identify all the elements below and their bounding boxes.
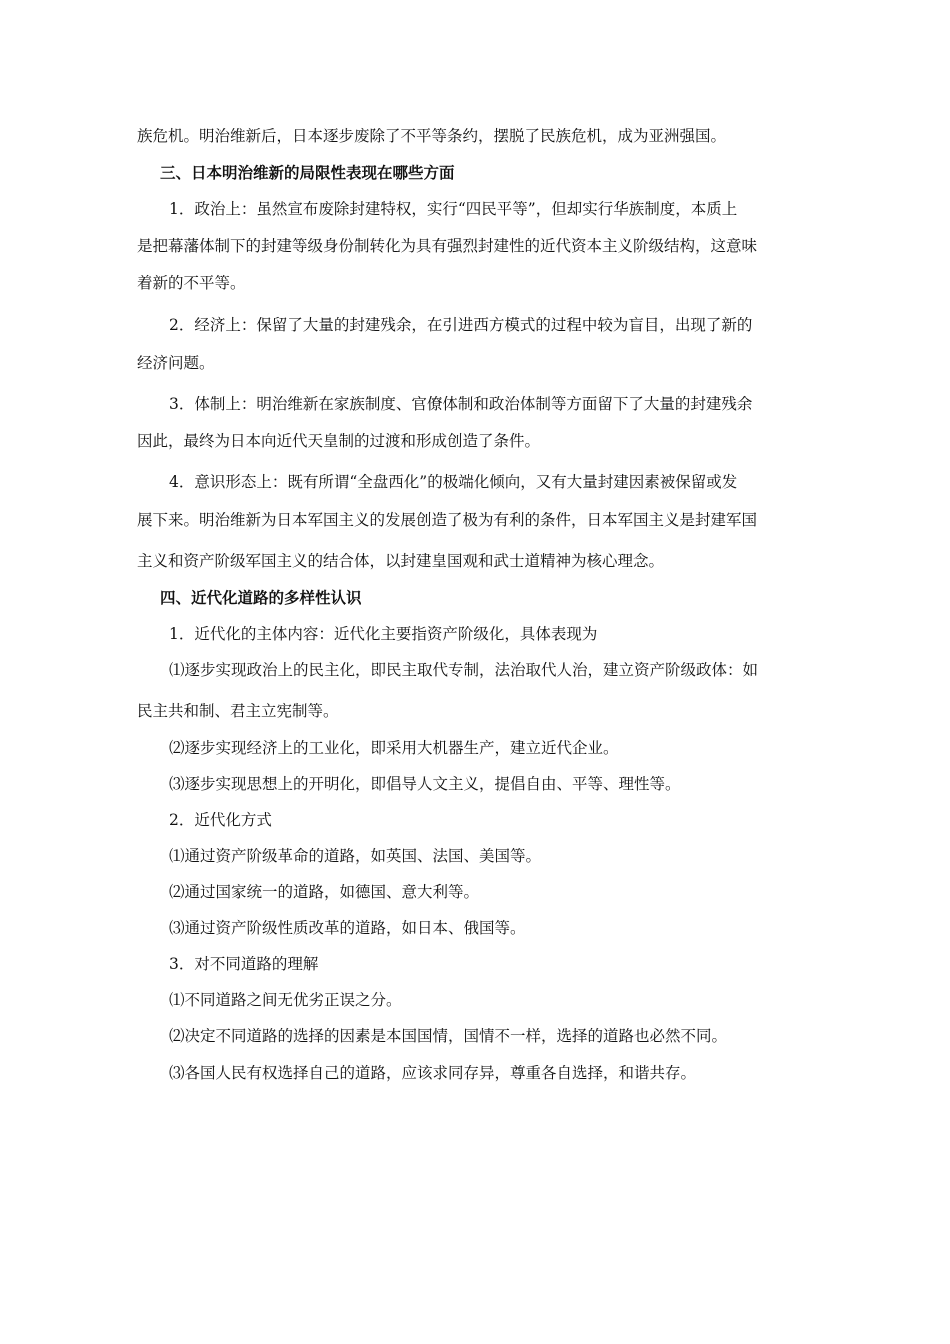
paragraph-line: ⑵逐步实现经济上的工业化，即采用大机器生产，建立近代企业。 <box>169 739 619 757</box>
paragraph-line: 2．经济上：保留了大量的封建残余，在引进西方模式的过程中较为盲目，出现了新的 <box>169 316 753 334</box>
paragraph-line: 着新的不平等。 <box>137 274 246 292</box>
paragraph-line: 4．意识形态上：既有所谓“全盘西化”的极端化倾向，又有大量封建因素被保留或发 <box>169 473 738 491</box>
paragraph-line: 族危机。明治维新后，日本逐步废除了不平等条约，摆脱了民族危机，成为亚洲强国。 <box>137 127 727 145</box>
paragraph-line: ⑴通过资产阶级革命的道路，如英国、法国、美国等。 <box>169 847 542 865</box>
paragraph-line: 1．近代化的主体内容：近代化主要指资产阶级化，具体表现为 <box>169 625 598 643</box>
section-heading: 四、近代化道路的多样性认识 <box>160 588 362 607</box>
paragraph-line: 3．对不同道路的理解 <box>169 955 319 973</box>
paragraph-line: ⑶逐步实现思想上的开明化，即倡导人文主义，提倡自由、平等、理性等。 <box>169 775 681 793</box>
paragraph-line: 因此，最终为日本向近代天皇制的过渡和形成创造了条件。 <box>137 432 541 450</box>
paragraph-line: ⑴逐步实现政治上的民主化，即民主取代专制，法治取代人治，建立资产阶级政体：如 <box>169 661 759 679</box>
paragraph-line: 民主共和制、君主立宪制等。 <box>137 702 339 720</box>
paragraph-line: ⑶各国人民有权选择自己的道路，应该求同存异，尊重各自选择，和谐共存。 <box>169 1064 697 1082</box>
paragraph-line: 是把幕藩体制下的封建等级身份制转化为具有强烈封建性的近代资本主义阶级结构，这意味 <box>137 237 758 255</box>
paragraph-line: ⑶通过资产阶级性质改革的道路，如日本、俄国等。 <box>169 919 526 937</box>
paragraph-line: ⑵决定不同道路的选择的因素是本国国情，国情不一样，选择的道路也必然不同。 <box>169 1027 728 1045</box>
paragraph-line: 主义和资产阶级军国主义的结合体，以封建皇国观和武士道精神为核心理念。 <box>137 552 665 570</box>
section-heading: 三、日本明治维新的局限性表现在哪些方面 <box>160 163 455 182</box>
paragraph-line: 1．政治上：虽然宣布废除封建特权，实行“四民平等”，但却实行华族制度，本质上 <box>169 200 738 218</box>
paragraph-line: ⑴不同道路之间无优劣正误之分。 <box>169 991 402 1009</box>
paragraph-line: 2．近代化方式 <box>169 811 272 829</box>
paragraph-line: 展下来。明治维新为日本军国主义的发展创造了极为有利的条件，日本军国主义是封建军国 <box>137 511 758 529</box>
paragraph-line: 3．体制上：明治维新在家族制度、官僚体制和政治体制等方面留下了大量的封建残余 <box>169 395 753 413</box>
paragraph-line: 经济问题。 <box>137 354 215 372</box>
paragraph-line: ⑵通过国家统一的道路，如德国、意大利等。 <box>169 883 480 901</box>
